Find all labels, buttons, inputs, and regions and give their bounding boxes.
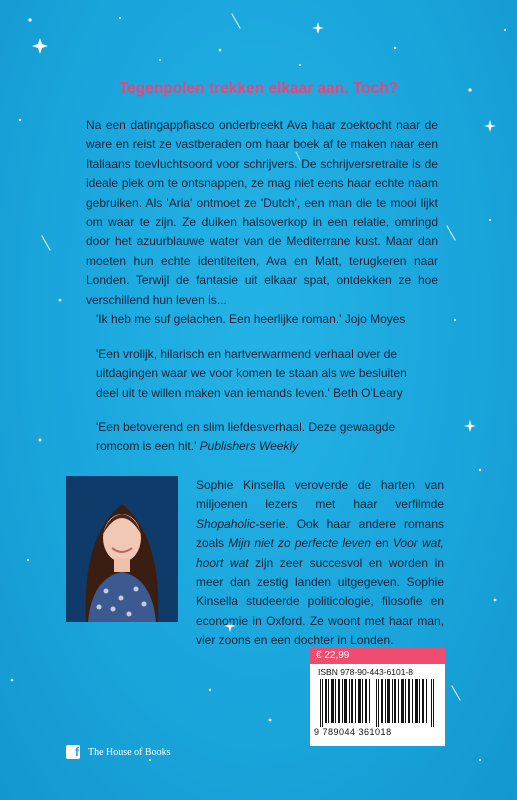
book-title: Voor wat, hoort wat xyxy=(196,536,444,570)
book-title: Shopaholic xyxy=(196,516,256,531)
review-quote-3 xyxy=(96,418,430,457)
barcode-icon xyxy=(320,679,436,727)
bio-text: zijn zeer succesvol en worden in meer dan zestig landen uitgegeven. Sophie Kinsella studeerde politicologie, filosofie en economie in Oxford. Ze woont met haar man, vier zoons en een dochter in Londen. xyxy=(196,555,445,648)
bio-text: Sophie Kinsella veroverde de harten van miljoenen lezers met haar verfilmde xyxy=(196,478,444,512)
barcode-panel xyxy=(310,664,445,746)
author-bio xyxy=(196,476,444,651)
review-quote-2 xyxy=(96,345,430,403)
barcode-digits: 9 789044 361018 xyxy=(314,727,392,737)
book-title: Mijn niet zo perfecte leven xyxy=(228,536,372,551)
publisher-name: The House of Books xyxy=(88,746,171,758)
quote-text: 'Een vrolijk, hilarisch en hartverwarmend verhaal over de uitdagingen waar we voor komen te staan als we besluiten deel uit te willen maken van iemands leven.' xyxy=(96,347,407,400)
review-quote-1 xyxy=(96,310,430,329)
publisher-logo xyxy=(66,745,171,759)
quote-source: Publishers Weekly xyxy=(199,439,299,454)
isbn-label: ISBN 978-90-443-6101-8 xyxy=(318,667,413,677)
headline: Tegenpolen trekken elkaar aan. Toch? xyxy=(118,80,399,97)
bio-text: en xyxy=(371,536,393,551)
quote-text: 'Een betoverend en slim liefdesverhaal. Deze gewaagde romcom is een hit.' xyxy=(96,420,396,454)
quote-text: 'Ik heb me suf gelachen. Een heerlijke roman.' xyxy=(96,312,342,326)
price-tag: € 22,99 xyxy=(310,648,445,664)
author-photo xyxy=(66,476,178,622)
facebook-icon: f xyxy=(66,745,80,759)
bio-text: -serie. Ook haar andere romans zoals xyxy=(196,516,444,551)
quote-source: Beth O'Leary xyxy=(333,385,403,400)
blurb-text: Na een datingappfiasco onderbreekt Ava haar zoektocht naar de ware en reist ze vastberaden om haar boek af te maken naar een Italiaans toevluchtsoord voor schrijvers. De schrijversretraite is de ideale plek om te ontsnappen, ze mag niet eens haar echte naam gebruiken. Als 'Aria' ontmoet ze 'Dutch', een man die te mooi lijkt om waar te zijn. Ze duiken halsoverkop in een relatie, omringd door het azuurblauwe water van de Mediterrane kust. Maar dan moeten hun echte identiteiten, Ava en Matt, terugkeren naar Londen. Terwijl de fantasie uit elkaar spat, ontdekken ze hoe verschillend hun leven is... xyxy=(86,118,438,307)
quote-source: Jojo Moyes xyxy=(344,312,406,326)
